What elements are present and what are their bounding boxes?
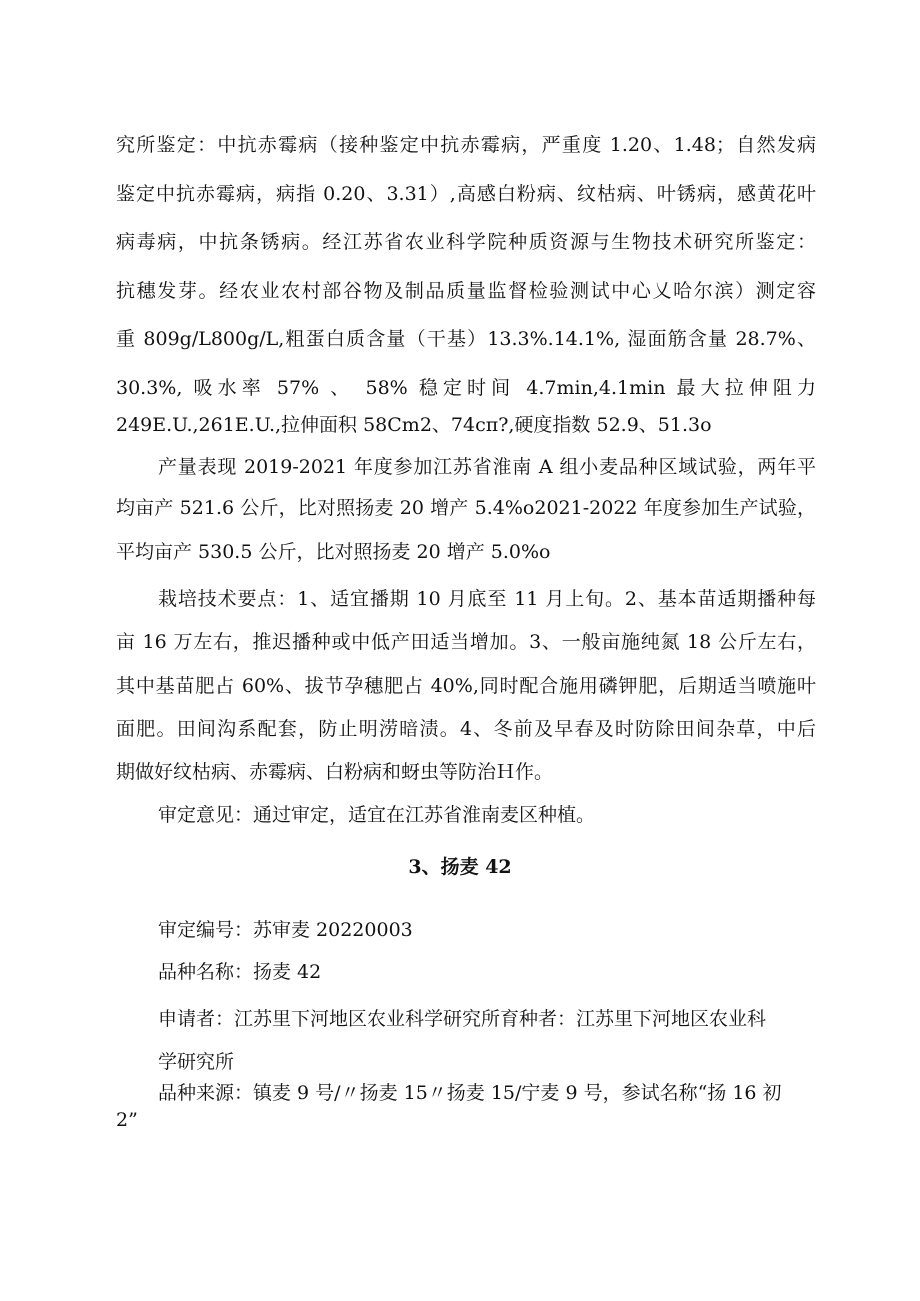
paragraph-line: 病毒病，中抗条锈病。经江苏省农业科学院种质资源与生物技术研究所鉴定： — [116, 231, 816, 253]
paragraph-line: 其中基苗肥占 60%、拔节孕穗肥占 40%,同时配合施用磷钾肥，后期适当喷施叶 — [116, 675, 816, 697]
approval-number: 审定编号：苏审麦 20220003 — [158, 919, 413, 941]
approval-opinion: 审定意见：通过审定，适宜在江苏省淮南麦区种植。 — [158, 804, 596, 826]
section-heading: 3、扬麦 42 — [408, 856, 512, 878]
paragraph-line: 面肥。田间沟系配套，防止明涝暗渍。4、冬前及早春及时防除田间杂草，中后 — [116, 718, 816, 740]
variety-source: 品种来源：镇麦 9 号/〃扬麦 15〃扬麦 15/宁麦 9 号，参试名称“扬 16 初 — [158, 1082, 782, 1104]
applicant-line-continued: 学研究所 — [158, 1051, 235, 1073]
paragraph-line: 期做好纹枯病、赤霉病、白粉病和蚜虫等防治Ｈ作。 — [116, 761, 554, 783]
paragraph-line: 249E.U.,261E.U.,拉伸面积 58Cm2、74cπ?,硬度指数 52.9、51.3o — [116, 414, 712, 436]
paragraph-line: 重 809g∕L800g∕L,粗蛋白质含量（干基）13.3%.14.1%, 湿面筋含量 28.7%、 — [116, 328, 816, 350]
applicant-line: 申请者：江苏里下河地区农业科学研究所育种者：江苏里下河地区农业科 — [158, 1008, 767, 1030]
paragraph-line: 究所鉴定：中抗赤霉病（接种鉴定中抗赤霉病，严重度 1.20、1.48；自然发病 — [116, 134, 816, 156]
variety-name: 品种名称：扬麦 42 — [158, 961, 322, 983]
paragraph-line: 鉴定中抗赤霉病，病指 0.20、3.31）,高感白粉病、纹枯病、叶锈病，感黄花叶 — [116, 183, 816, 205]
paragraph-line: 30.3%, 吸水率 57% 、 58% 稳定时间 4.7min,4.1min 最大拉伸阻力 — [116, 377, 816, 399]
paragraph-line: 产量表现 2019-2021 年度参加江苏省淮南 A 组小麦品种区域试验，两年平 — [158, 456, 816, 478]
paragraph-line: 平均亩产 530.5 公斤，比对照扬麦 20 增产 5.0%o — [116, 541, 551, 563]
paragraph-line: 亩 16 万左右，推迟播种或中低产田适当增加。3、一般亩施纯氮 18 公斤左右， — [116, 631, 816, 653]
paragraph-line: 栽培技术要点：1、适宜播期 10 月底至 11 月上旬。2、基本苗适期播种每 — [158, 588, 816, 610]
variety-source-continued: 2” — [116, 1109, 138, 1131]
paragraph-line: 均亩产 521.6 公斤，比对照扬麦 20 增产 5.4%o2021-2022 年度参加生产试验， — [116, 497, 816, 519]
paragraph-line: 抗穗发芽。经农业农村部谷物及制品质量监督检验测试中心乂哈尔滨）测定容 — [116, 280, 816, 302]
